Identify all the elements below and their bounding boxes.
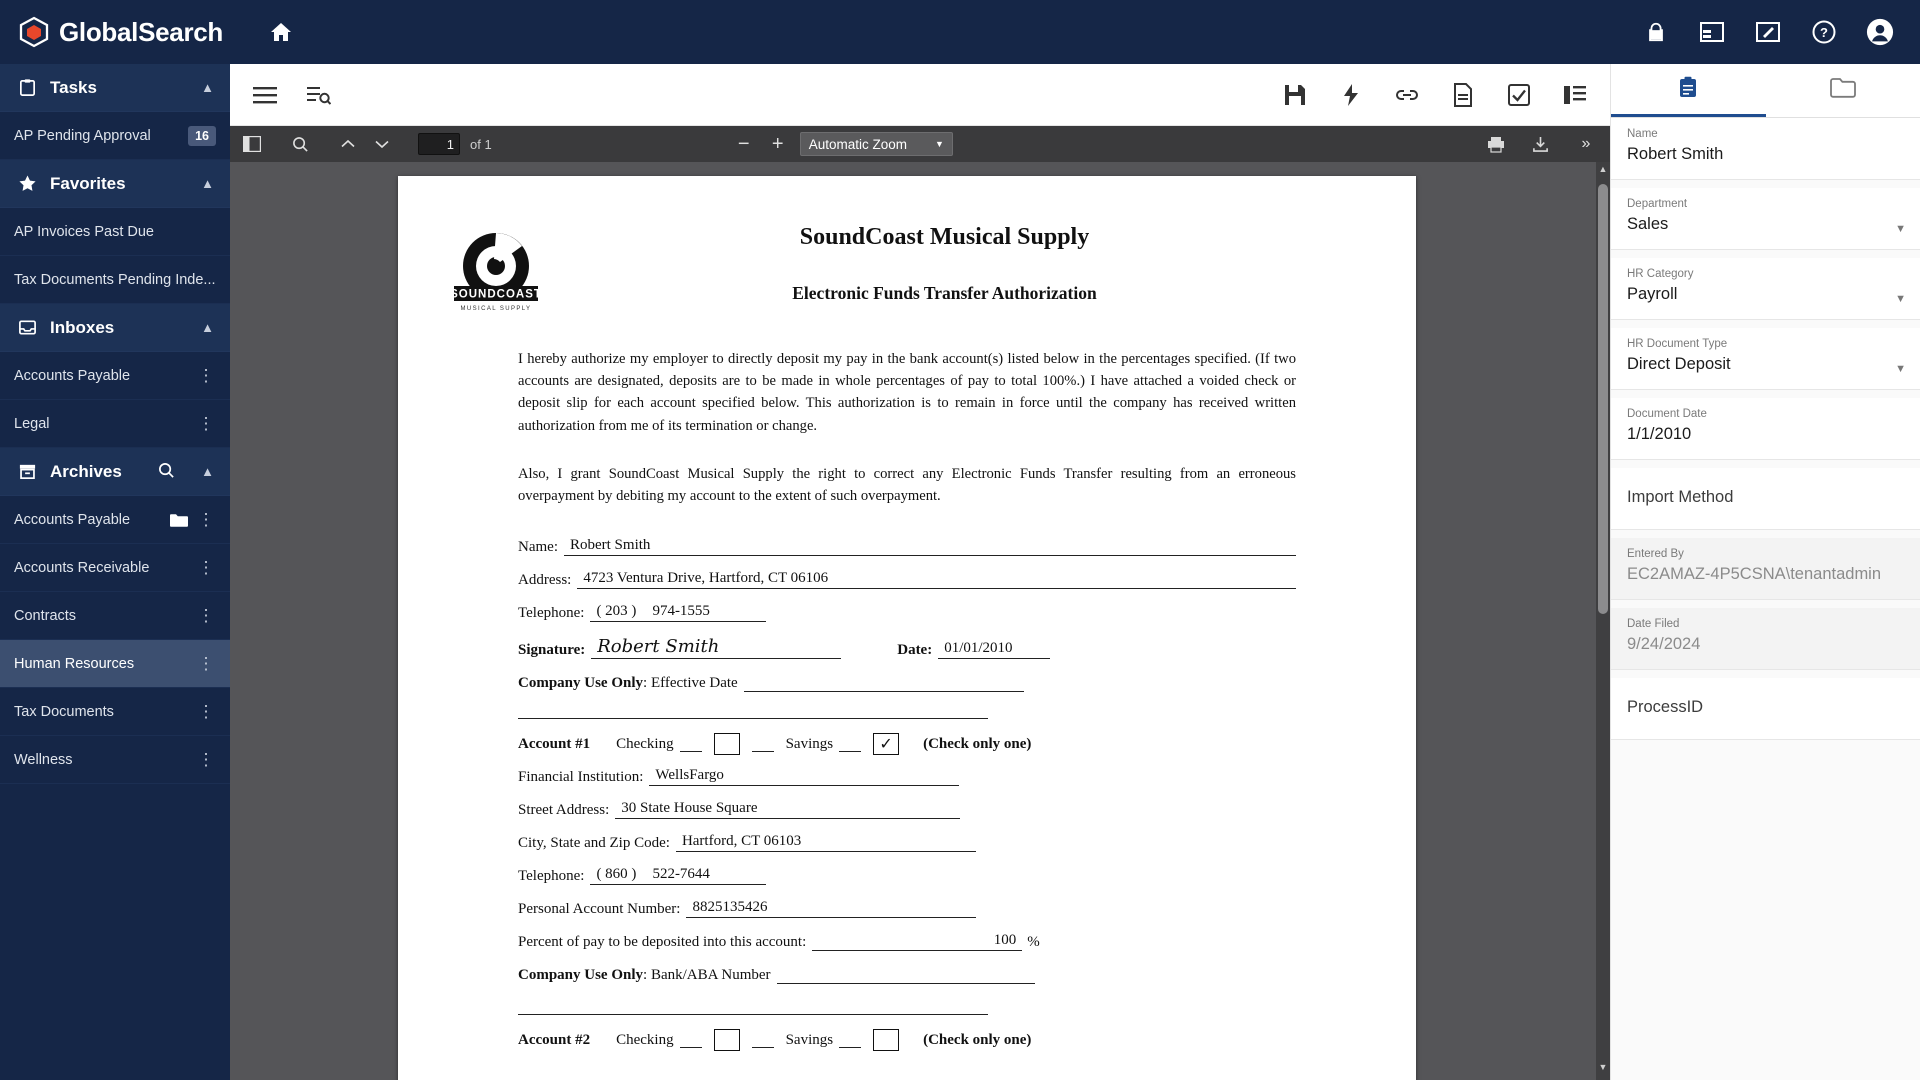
pdf-toolbar (230, 126, 1610, 162)
field-label: Document Date (1627, 408, 1707, 420)
viewer-toolbar-right (1282, 82, 1588, 108)
pdf-sidebar-toggle-icon[interactable] (240, 132, 264, 156)
name-value: Robert Smith (564, 537, 1296, 556)
metadata-field-entered-by (1611, 538, 1920, 600)
metadata-tabs (1611, 64, 1920, 118)
account1-savings-checkbox[interactable]: ✓ (873, 733, 899, 755)
metadata-panel (1610, 64, 1920, 1080)
metadata-field-process-id[interactable] (1611, 678, 1920, 740)
metadata-field-date-filed (1611, 608, 1920, 670)
sidebar-item-label: Accounts Payable (14, 367, 131, 384)
clipboard-icon (1676, 75, 1700, 104)
scrollbar-down-arrow[interactable]: ▼ (1598, 1062, 1608, 1072)
applicant-fields (518, 537, 1296, 692)
account1-header-row (518, 733, 1296, 755)
chevron-down-icon[interactable]: ▼ (1895, 363, 1906, 375)
note-edit-icon[interactable] (1754, 18, 1782, 46)
overflow-menu-icon[interactable]: ⋮ (197, 605, 215, 625)
financial-institution-row (518, 767, 1296, 786)
tab-folders[interactable] (1766, 64, 1920, 117)
sidebar-item-label: AP Pending Approval (14, 127, 151, 144)
percent-of-pay-row (518, 932, 1296, 951)
company-use-only-label: Company Use Only (518, 675, 644, 692)
viewer-toolbar-left (252, 82, 332, 108)
field-label: HR Category (1627, 268, 1694, 280)
chevron-down-icon[interactable]: ▼ (1895, 223, 1906, 235)
field-value: Payroll (1627, 285, 1678, 303)
sidebar-item-label: Accounts Receivable (14, 559, 150, 576)
field-value: EC2AMAZ-4P5CSNA\tenantadmin (1627, 565, 1882, 583)
chevron-down-icon[interactable]: ▼ (1895, 293, 1906, 305)
sidebar-item-archive-accounts-receivable[interactable] (0, 544, 230, 592)
chevron-up-icon[interactable]: ▲ (201, 320, 214, 335)
chevron-up-icon[interactable]: ▲ (201, 176, 214, 191)
telephone-number: 974-1555 (646, 603, 766, 622)
star-icon (16, 174, 38, 193)
sidebar-item-label: Wellness (14, 751, 73, 768)
svg-text:SOUNDCOAST: SOUNDCOAST (449, 288, 542, 301)
brand-name: GlobalSearch (59, 16, 224, 47)
viewer-toolbar (230, 64, 1610, 126)
sidebar-item-archive-tax-documents[interactable] (0, 688, 230, 736)
date-value: 01/01/2010 (938, 640, 1050, 659)
sidebar-group-inboxes[interactable] (0, 304, 230, 352)
city-state-zip-label: City, State and Zip Code: (518, 835, 670, 852)
document-header (398, 176, 1416, 322)
address-label: Address: (518, 572, 572, 589)
account2-checking-label: Checking (616, 1031, 674, 1048)
overflow-menu-icon[interactable]: ⋮ (197, 557, 215, 577)
sidebar-item-label: AP Invoices Past Due (14, 223, 154, 240)
sidebar-group-archives[interactable] (0, 448, 230, 496)
metadata-field-document-date[interactable] (1611, 398, 1920, 460)
sidebar-item-archive-contracts[interactable] (0, 592, 230, 640)
bank-aba-label: : Bank/ABA Number (643, 967, 771, 984)
workflow-bolt-icon[interactable] (1338, 82, 1364, 108)
account2-header-row (518, 1029, 1296, 1051)
field-label: HR Document Type (1627, 338, 1728, 350)
sidebar-item-inbox-accounts-payable[interactable] (0, 352, 230, 400)
sidebar-item-label: Human Resources (14, 655, 135, 672)
sidebar-item-label: Legal (14, 415, 50, 432)
pdf-download-icon[interactable] (1528, 132, 1552, 156)
pdf-page-number-input[interactable]: 1 (418, 133, 460, 155)
sidebar-item-archive-accounts-payable[interactable] (0, 496, 230, 544)
top-navigation-bar (0, 0, 1920, 64)
address-value: 4723 Ventura Drive, Hartford, CT 06106 (577, 570, 1296, 589)
street-address-row (518, 800, 1296, 819)
percent-sign: % (1027, 934, 1040, 951)
field-value: 9/24/2024 (1627, 635, 1701, 653)
chevron-up-icon[interactable]: ▲ (201, 464, 214, 479)
pdf-page (398, 176, 1416, 1080)
pdf-find-icon[interactable] (288, 132, 312, 156)
overflow-menu-icon[interactable]: ⋮ (197, 653, 215, 673)
metadata-field-name[interactable] (1611, 118, 1920, 180)
bank-aba-row (518, 965, 1296, 984)
sidebar-item-tax-documents-pending[interactable] (0, 256, 230, 304)
sidebar-group-label: Tasks (50, 77, 97, 97)
pdf-vertical-scrollbar[interactable] (1596, 162, 1610, 1080)
globalsearch-cube-icon (18, 16, 50, 48)
sidebar-item-label: Tax Documents Pending Inde... (14, 271, 216, 288)
document-info-icon[interactable] (1450, 82, 1476, 108)
list-detail-icon[interactable] (1562, 82, 1588, 108)
account1-fields (518, 767, 1296, 984)
signature-value: Robert Smith (591, 636, 841, 659)
percent-of-pay-value: 100 (812, 932, 1022, 951)
archive-search-icon[interactable] (158, 462, 175, 482)
account1-checking-checkbox[interactable] (714, 733, 740, 755)
bank-aba-value (777, 965, 1035, 984)
city-state-zip-value: Hartford, CT 06103 (676, 833, 976, 852)
field-label: Department (1627, 198, 1688, 210)
link-icon[interactable] (1394, 82, 1420, 108)
account2-check-only-one: (Check only one) (923, 1031, 1032, 1048)
percent-of-pay-label: Percent of pay to be deposited into this account: (518, 934, 807, 951)
account2-title: Account #2 (518, 1031, 591, 1048)
field-name-row (518, 537, 1296, 556)
account2-savings-label: Savings (785, 1031, 834, 1048)
sidebar-item-inbox-legal[interactable] (0, 400, 230, 448)
field-label: Entered By (1627, 548, 1684, 560)
signature-label: Signature: (518, 642, 586, 659)
street-address-label: Street Address: (518, 802, 610, 819)
sidebar-item-label: Contracts (14, 607, 77, 624)
document-titles (593, 224, 1416, 304)
personal-account-number-label: Personal Account Number: (518, 901, 681, 918)
street-address-value: 30 State House Square (615, 800, 960, 819)
account1-telephone-number: 522-7644 (646, 866, 766, 885)
field-company-use-row (518, 673, 1296, 692)
metadata-field-hr-category[interactable] (1611, 258, 1920, 320)
name-label: Name: (518, 539, 558, 556)
date-label: Date: (897, 642, 933, 659)
pdf-page-total-label: of 1 (470, 136, 492, 152)
chevron-up-icon[interactable]: ▲ (201, 80, 214, 95)
telephone-label: Telephone: (518, 605, 585, 622)
tab-index-fields[interactable] (1611, 64, 1766, 117)
account2-divider (518, 1014, 988, 1015)
pdf-previous-page-icon[interactable] (336, 132, 360, 156)
approve-check-icon[interactable] (1506, 82, 1532, 108)
effective-date-value (744, 673, 1024, 692)
metadata-field-list (1611, 118, 1920, 740)
financial-institution-value: WellsFargo (649, 767, 959, 786)
document-viewer (230, 64, 1610, 1080)
pdf-next-page-icon[interactable] (370, 132, 394, 156)
svg-text:?: ? (1820, 25, 1828, 40)
account2-checking-checkbox[interactable] (714, 1029, 740, 1051)
topbar-icon-group (1642, 18, 1920, 46)
field-value: Robert Smith (1627, 145, 1724, 163)
pdf-zoom-in-icon[interactable]: + (771, 132, 784, 155)
task-count-badge: 16 (188, 126, 216, 146)
scrollbar-thumb[interactable] (1598, 184, 1608, 614)
field-value: 1/1/2010 (1627, 425, 1692, 443)
company-name: SoundCoast Musical Supply (799, 224, 1090, 250)
account1-checking-label: Checking (616, 735, 674, 752)
telephone-area-code: ( 203 ) (590, 603, 646, 622)
form-title: Electronic Funds Transfer Authorization (792, 283, 1097, 303)
account1-divider (518, 718, 988, 719)
metadata-field-import-method[interactable] (1611, 468, 1920, 530)
sidebar-group-label: Favorites (50, 173, 126, 193)
overflow-menu-icon[interactable]: ⋮ (197, 365, 215, 385)
field-placeholder-label: ProcessID (1627, 698, 1704, 716)
field-telephone-row (518, 603, 1296, 622)
pdf-canvas-area (230, 162, 1610, 1080)
sidebar-item-label: Tax Documents (14, 703, 114, 720)
soundcoast-logo-icon (398, 224, 593, 322)
pdf-zoom-level-label: Automatic Zoom (808, 136, 907, 152)
overflow-menu-icon[interactable]: ⋮ (197, 413, 215, 433)
account1-savings-label: Savings (785, 735, 834, 752)
scrollbar-up-arrow[interactable]: ▲ (1598, 164, 1608, 174)
personal-account-number-row (518, 899, 1296, 918)
folder-icon (168, 512, 190, 528)
menu-icon[interactable] (252, 82, 278, 108)
sidebar-item-archive-human-resources[interactable] (0, 640, 230, 688)
sidebar-group-label: Archives (50, 461, 122, 481)
account1-telephone-area: ( 860 ) (590, 866, 646, 885)
pdf-more-tools-icon[interactable]: » (1581, 135, 1591, 152)
field-placeholder-label: Import Method (1627, 488, 1734, 506)
chevron-down-icon: ▼ (934, 139, 944, 149)
personal-account-number-value: 8825135426 (686, 899, 976, 918)
brand-logo-area[interactable] (0, 16, 230, 48)
overflow-menu-icon[interactable]: ⋮ (197, 509, 215, 529)
financial-institution-label: Financial Institution: (518, 769, 644, 786)
sidebar-item-archive-wellness[interactable] (0, 736, 230, 784)
bank-aba-company-use-label: Company Use Only (518, 967, 644, 984)
lock-icon[interactable] (1642, 18, 1670, 46)
effective-date-label: : Effective Date (643, 675, 738, 692)
field-signature-row (518, 636, 1296, 659)
pdf-zoom-out-icon[interactable]: − (737, 132, 750, 155)
window-panel-icon[interactable] (1698, 18, 1726, 46)
account1-telephone-row (518, 866, 1296, 885)
field-address-row (518, 570, 1296, 589)
account1-telephone-label: Telephone: (518, 868, 585, 885)
archive-icon (16, 462, 38, 481)
user-avatar-icon[interactable] (1866, 18, 1894, 46)
inbox-icon (16, 318, 38, 337)
metadata-field-department[interactable] (1611, 188, 1920, 250)
field-value: Direct Deposit (1627, 355, 1731, 373)
sidebar-group-label: Inboxes (50, 317, 115, 337)
save-icon[interactable] (1282, 82, 1308, 108)
sidebar-group-favorites[interactable] (0, 160, 230, 208)
home-icon[interactable] (260, 11, 302, 53)
sidebar-group-tasks[interactable] (0, 64, 230, 112)
help-icon[interactable] (1810, 18, 1838, 46)
metadata-field-hr-document-type[interactable] (1611, 328, 1920, 390)
account1-title: Account #1 (518, 735, 591, 752)
folder-icon (1830, 77, 1856, 104)
clipboard-icon (16, 78, 38, 97)
sidebar-item-ap-pending-approval[interactable] (0, 112, 230, 160)
document-search-icon[interactable] (306, 82, 332, 108)
pdf-print-icon[interactable] (1484, 132, 1508, 156)
overflow-menu-icon[interactable]: ⋮ (197, 701, 215, 721)
field-label: Date Filed (1627, 618, 1680, 630)
authorization-paragraph-2: Also, I grant SoundCoast Musical Supply the right to correct any Electronic Funds Transfer resulting from an erroneous overpayment by debiting my account to the extent of such overpayment. (518, 465, 1296, 504)
authorization-paragraph-1: I hereby authorize my employer to directly deposit my pay in the bank account(s) listed below in the percentages specified. (If two accounts are designated, deposits are to be made in whole percentages of pay to total 100%.) I have attached a voided check or deposit slip for each account specified below. This authorization is to remain in force until the company has received written authorization from me of its termination or change. (518, 351, 1296, 434)
account2-savings-checkbox[interactable] (873, 1029, 899, 1051)
left-sidebar (0, 64, 230, 1080)
field-label: Name (1627, 128, 1658, 140)
account1-check-only-one: (Check only one) (923, 735, 1032, 752)
city-state-zip-row (518, 833, 1296, 852)
sidebar-item-ap-invoices-past-due[interactable] (0, 208, 230, 256)
svg-text:MUSICAL SUPPLY: MUSICAL SUPPLY (460, 306, 531, 312)
sidebar-item-label: Accounts Payable (14, 511, 131, 528)
field-value: Sales (1627, 215, 1669, 233)
overflow-menu-icon[interactable]: ⋮ (197, 749, 215, 769)
pdf-zoom-select[interactable] (800, 132, 953, 156)
